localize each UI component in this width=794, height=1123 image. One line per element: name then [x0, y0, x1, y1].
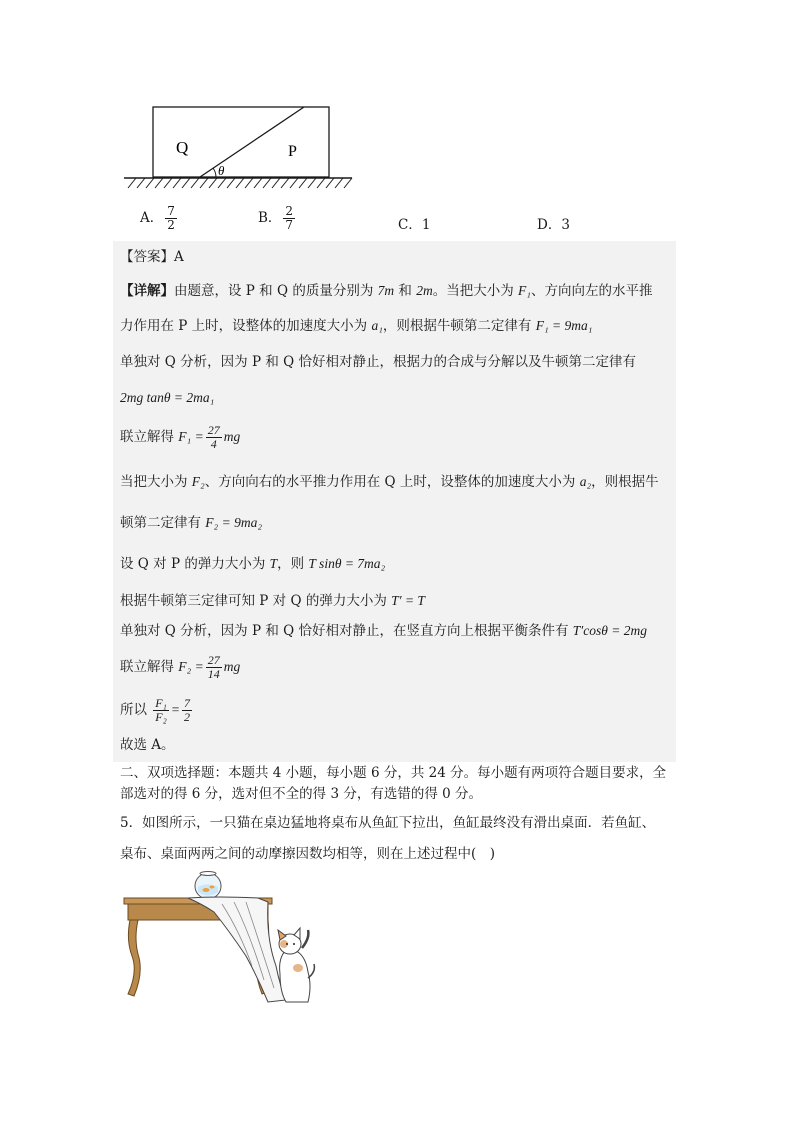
fish-bowl	[195, 872, 221, 900]
section2-line-2: 部选对的得 6 分，选对但不全的得 3 分，有选错的得 0 分。	[120, 786, 483, 802]
option-d: D．3	[537, 217, 570, 233]
option-a-fraction: $\frac{7}{2}$	[167, 204, 175, 232]
option-c: C．1	[398, 217, 431, 233]
detail-line-5: 联立解得 F₁ = $\frac{27}{4}$ mg	[120, 423, 241, 451]
table-leg-left	[128, 920, 140, 996]
detail-line-13: 故选 A。	[120, 737, 175, 753]
cat	[278, 928, 314, 1002]
angle-arc	[213, 168, 216, 177]
ground-hatching	[128, 178, 352, 188]
diagonal-interface	[200, 107, 304, 177]
detail-line-1: 【详解】由题意，设 P 和 Q 的质量分别为 7m 和 2m。当把大小为 F₁、方向向左的水平推	[120, 283, 653, 299]
detail-line-6: 当把大小为 F₂、方向向右的水平推力作用在 Q 上时，设整体的加速度大小为 a₂，则根据牛	[120, 474, 659, 490]
detail-line-9: 根据牛顿第三定律可知 P 对 Q 的弹力大小为 T′ = T	[120, 593, 425, 609]
label-p: P	[288, 143, 297, 160]
cat-table-illustration	[118, 868, 318, 1008]
detail-line-2: 力作用在 P 上时，设整体的加速度大小为 a₁，则根据牛顿第二定律有 F₁ = 9ma₁	[120, 318, 593, 334]
option-a-letter: A．	[140, 210, 164, 226]
option-b-letter: B．	[258, 210, 282, 226]
detail-line-10: 单独对 Q 分析，因为 P 和 Q 恰好相对静止，在竖直方向上根据平衡条件有 T′cosθ = 2mg	[120, 623, 647, 639]
detail-line-4: 2mg tanθ = 2ma₁	[120, 390, 215, 405]
block-diagram	[120, 100, 360, 192]
label-theta: θ	[218, 163, 225, 178]
detail-line-3: 单独对 Q 分析，因为 P 和 Q 恰好相对静止，根据力的合成与分解以及牛顿第二定律有	[120, 354, 636, 370]
option-b	[258, 205, 297, 232]
section2-line-1: 二、双项选择题：本题共 4 小题，每小题 6 分，共 24 分。每小题有两项符合题目要求，全	[120, 765, 667, 781]
detail-line-8: 设 Q 对 P 的弹力大小为 T，则 T sinθ = 7ma₂	[120, 556, 386, 572]
question5-line-2: 桌布、桌面两两之间的动摩擦因数均相等，则在上述过程中( )	[120, 846, 496, 862]
detail-line-11: 联立解得 F₂ = $\frac{27}{14}$ mg	[120, 653, 241, 681]
option-b-fraction: $\frac{2}{7}$	[285, 204, 294, 232]
label-q: Q	[176, 138, 189, 157]
answer-line: 【答案】A	[120, 249, 184, 265]
question5-line-1: 5．如图所示，一只猫在桌边猛地将桌布从鱼缸下拉出，鱼缸最终没有滑出桌面．若鱼缸、	[120, 815, 656, 831]
detail-line-7: 顿第二定律有 F₂ = 9ma₂	[120, 515, 263, 531]
detail-line-12: 所以 $\frac{\text{F₁}}{\text{F₂}}$ = $\frac{7}{2}$	[120, 696, 190, 724]
option-a	[140, 205, 179, 232]
